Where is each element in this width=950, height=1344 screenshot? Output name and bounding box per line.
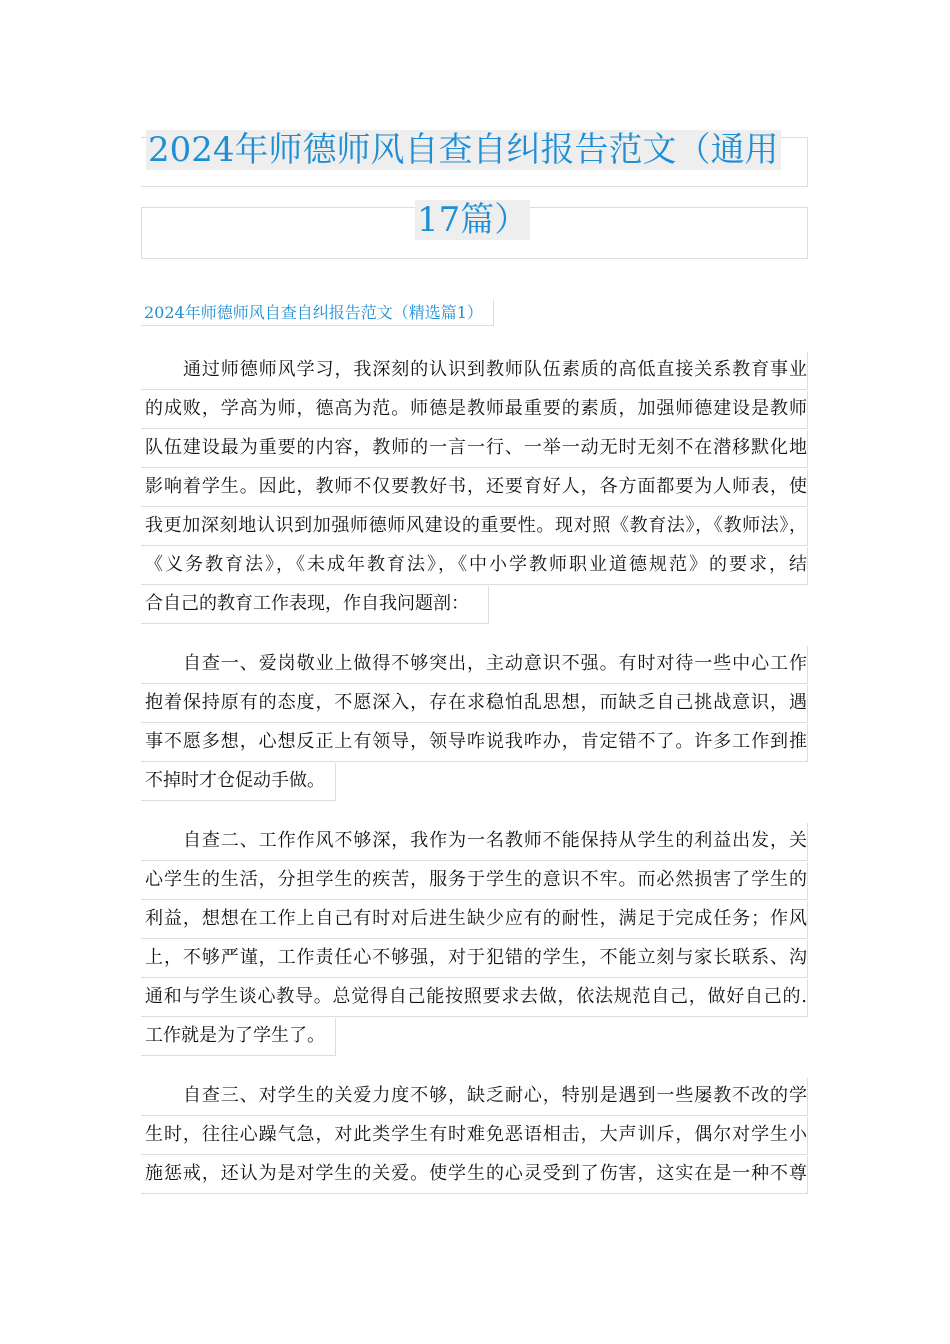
section-heading: 2024年师德师风自查自纠报告范文（精选篇1）: [141, 299, 494, 326]
paragraph-3-line-1: 自查二、工作作风不够深，我作为一名教师不能保持从学生的利益出发，关: [141, 823, 808, 861]
page-title-text-2: 17篇）: [417, 200, 529, 240]
paragraph-2-line-1: 自查一、爱岗敬业上做得不够突出，主动意识不强。有时对待一些中心工作: [141, 646, 808, 684]
paragraph-2-line-2: 抱着保持原有的态度，不愿深入，存在求稳怕乱思想，而缺乏自己挑战意识，遇: [141, 685, 808, 723]
paragraph-1-line-7: 合自己的教育工作表现，作自我问题剖：: [141, 586, 489, 624]
paragraph-4-line-2: 生时，往往心躁气急，对此类学生有时难免恶语相击，大声训斥，偶尔对学生小: [141, 1117, 808, 1155]
paragraph-3-line-3: 利益，想想在工作上自己有时对后进生缺少应有的耐性，满足于完成任务；作风: [141, 901, 808, 939]
paragraph-3-line-4: 上，不够严谨，工作责任心不够强，对于犯错的学生，不能立刻与家长联系、沟: [141, 940, 808, 978]
paragraph-1-line-3: 队伍建设最为重要的内容，教师的一言一行、一举一动无时无刻不在潜移默化地: [141, 430, 808, 468]
paragraph-1-line-4: 影响着学生。因此，教师不仅要教好书，还要育好人，各方面都要为人师表，使: [141, 469, 808, 507]
paragraph-3-line-2: 心学生的生活，分担学生的疾苦，服务于学生的意识不牢。而必然损害了学生的: [141, 862, 808, 900]
paragraph-4-line-1: 自查三、对学生的关爱力度不够，缺乏耐心，特别是遇到一些屡教不改的学: [141, 1078, 808, 1116]
paragraph-1-line-5: 我更加深刻地认识到加强师德师风建设的重要性。现对照《教育法》，《教师法》，: [141, 508, 808, 546]
paragraph-1-line-2: 的成败，学高为师，德高为范。师德是教师最重要的素质，加强师德建设是教师: [141, 391, 808, 429]
paragraph-1-line-1: 通过师德师风学习，我深刻的认识到教师队伍素质的高低直接关系教育事业: [141, 352, 808, 390]
page-title-text-1: 2024年师德师风自查自纠报告范文（通用: [148, 130, 779, 170]
page-title-line-2: [415, 195, 530, 245]
page-title-line-1: [146, 125, 781, 175]
paragraph-2-line-4: 不掉时才仓促动手做。: [141, 763, 336, 801]
paragraph-3-line-6: 工作就是为了学生了。: [141, 1018, 336, 1056]
paragraph-1-line-6: 《义务教育法》，《未成年教育法》，《中小学教师职业道德规范》的要求，结: [141, 547, 808, 585]
paragraph-2-line-3: 事不愿多想，心想反正上有领导，领导咋说我咋办，肯定错不了。许多工作到推: [141, 724, 808, 762]
paragraph-4-line-3: 施惩戒，还认为是对学生的关爱。使学生的心灵受到了伤害，这实在是一种不尊: [141, 1156, 808, 1194]
paragraph-3-line-5: 通和与学生谈心教导。总觉得自己能按照要求去做，依法规范自己，做好自己的.: [141, 979, 808, 1017]
